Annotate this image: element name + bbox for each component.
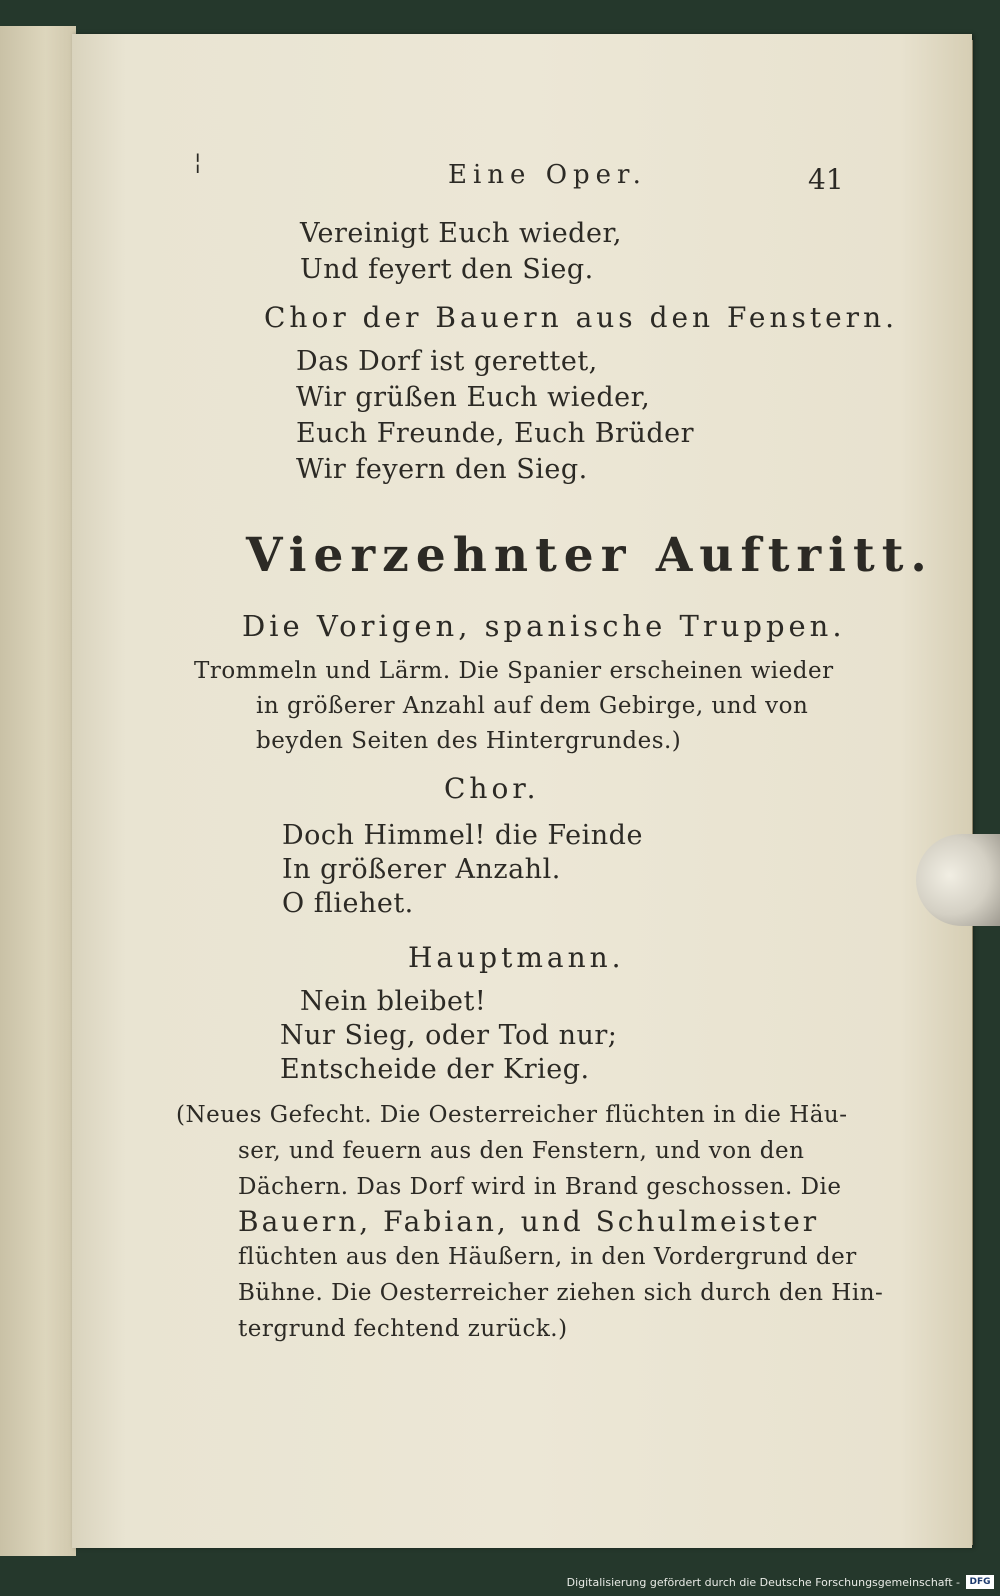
dfg-logo: DFG — [966, 1575, 994, 1589]
stage-direction-line: flüchten aus den Häußern, in den Vordergrund der — [238, 1244, 857, 1270]
stage-direction-line: ser, und feuern aus den Fenstern, und von den — [238, 1138, 805, 1164]
verse-line: Wir grüßen Euch wieder, — [296, 382, 651, 413]
scene-cast: Die Vorigen, spanische Truppen. — [242, 609, 846, 643]
stage-direction-line: Trommeln und Lärm. Die Spanier erscheinen wieder — [194, 658, 834, 684]
page-number: 41 — [808, 163, 844, 196]
scene-heading: Vierzehnter Auftritt. — [246, 528, 934, 583]
stage-direction-line: (Neues Gefecht. Die Oesterreicher flüchten in die Häu- — [176, 1102, 848, 1128]
stage-direction-line: Dächern. Das Dorf wird in Brand geschossen. Die — [238, 1174, 842, 1200]
speaker-heading: Hauptmann. — [408, 941, 625, 974]
bookmark-clip — [916, 834, 1000, 926]
speaker-heading: Chor der Bauern aus den Fenstern. — [264, 301, 899, 334]
stage-direction-names: Bauern, Fabian, und Schulmeister — [238, 1205, 820, 1238]
verse-line: Und feyert den Sieg. — [300, 254, 594, 285]
verse-line: Nur Sieg, oder Tod nur; — [280, 1020, 618, 1051]
margin-mark: ¦ — [194, 150, 202, 175]
running-title: Eine Oper. — [448, 160, 647, 190]
stage-direction-line: tergrund fechtend zurück.) — [238, 1316, 568, 1342]
verse-line: Vereinigt Euch wieder, — [300, 218, 622, 249]
stage-direction-line: Bühne. Die Oesterreicher ziehen sich durch den Hin- — [238, 1280, 884, 1306]
verse-line: Euch Freunde, Euch Brüder — [296, 418, 695, 449]
verse-line: Wir feyern den Sieg. — [296, 454, 588, 485]
funding-credit: Digitalisierung gefördert durch die Deutsche Forschungsgemeinschaft - — [566, 1576, 960, 1589]
verse-line: Das Dorf ist gerettet, — [296, 346, 598, 377]
verse-line: Entscheide der Krieg. — [280, 1054, 590, 1085]
verse-line: Nein bleibet! — [300, 986, 487, 1017]
verse-line: Doch Himmel! die Feinde — [282, 820, 643, 851]
speaker-heading: Chor. — [444, 772, 540, 805]
stage-direction-line: in größerer Anzahl auf dem Gebirge, und von — [256, 693, 809, 719]
verse-line: O fliehet. — [282, 888, 414, 919]
verse-line: In größerer Anzahl. — [282, 854, 561, 885]
previous-page-edge — [0, 26, 76, 1556]
stage-direction-line: beyden Seiten des Hintergrundes.) — [256, 728, 682, 754]
